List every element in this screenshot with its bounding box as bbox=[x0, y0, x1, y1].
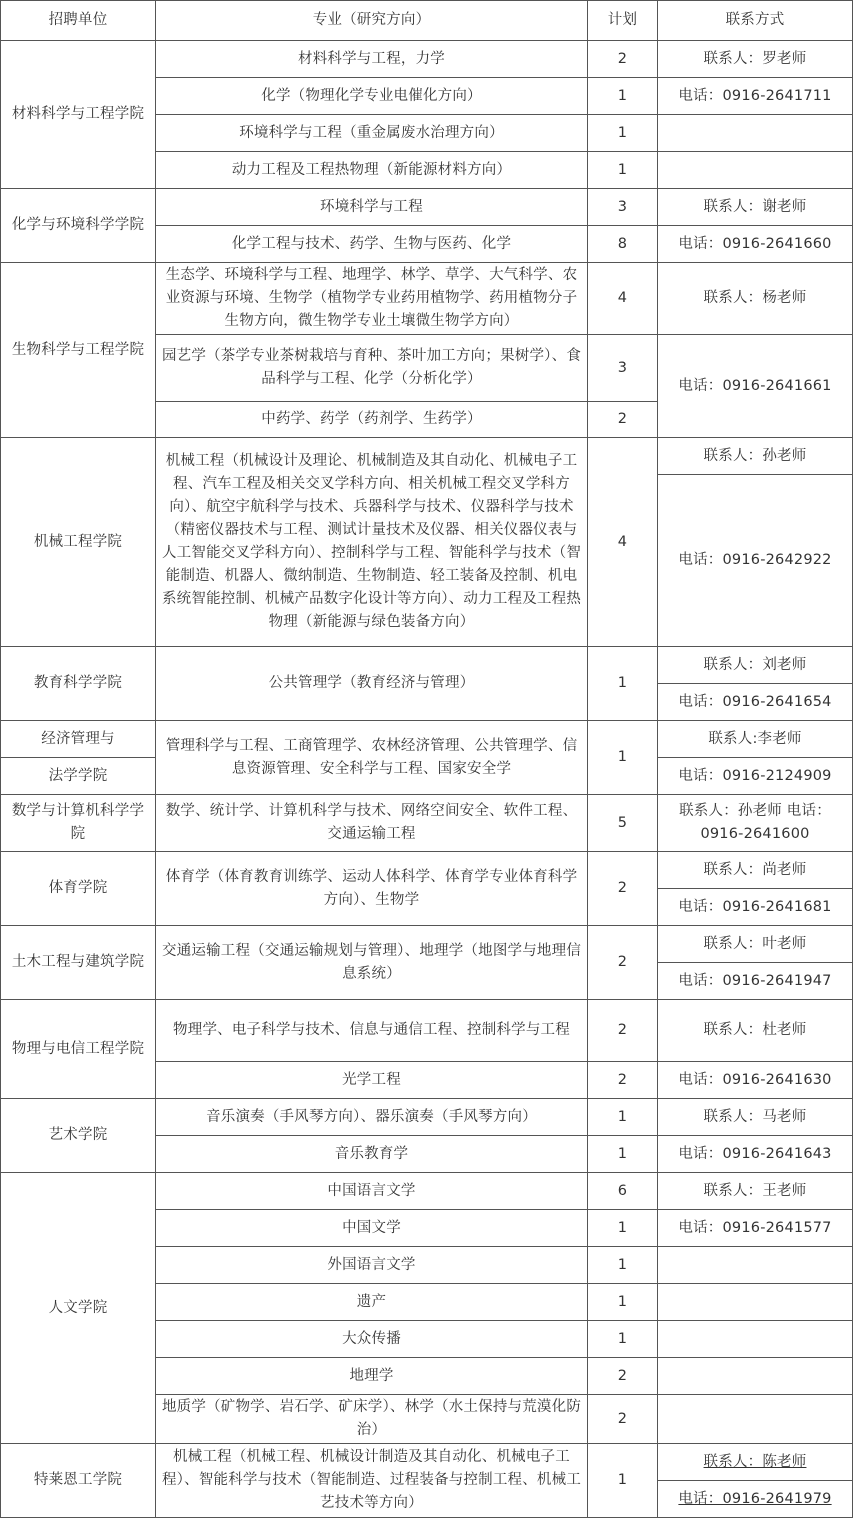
plan-cell: 2 bbox=[588, 1358, 658, 1395]
header-unit: 招聘单位 bbox=[1, 1, 156, 41]
major-cell: 音乐教育学 bbox=[156, 1136, 588, 1173]
plan-cell: 3 bbox=[588, 335, 658, 402]
contact-cell: 联系人：谢老师 bbox=[658, 189, 853, 226]
table-row bbox=[1, 852, 853, 889]
contact-cell: 联系人：尚老师 bbox=[658, 852, 853, 889]
table-row bbox=[1, 41, 853, 78]
unit-cell: 法学学院 bbox=[1, 758, 156, 795]
contact-cell: 联系人：陈老师 bbox=[658, 1444, 853, 1481]
table-row bbox=[1, 1000, 853, 1062]
major-cell: 材料科学与工程，力学 bbox=[156, 41, 588, 78]
unit-cell: 材料科学与工程学院 bbox=[1, 41, 156, 189]
major-cell: 中药学、药学（药剂学、生药学） bbox=[156, 402, 588, 438]
unit-cell: 化学与环境科学学院 bbox=[1, 189, 156, 263]
contact-cell: 电话：0916-2641681 bbox=[658, 889, 853, 926]
plan-cell: 1 bbox=[588, 1321, 658, 1358]
plan-cell: 2 bbox=[588, 926, 658, 1000]
table-row bbox=[1, 189, 853, 226]
contact-cell: 联系人：杨老师 bbox=[658, 263, 853, 335]
unit-cell: 物理与电信工程学院 bbox=[1, 1000, 156, 1099]
unit-cell: 土木工程与建筑学院 bbox=[1, 926, 156, 1000]
plan-cell: 2 bbox=[588, 1062, 658, 1099]
header-contact: 联系方式 bbox=[658, 1, 853, 41]
plan-cell: 1 bbox=[588, 78, 658, 115]
unit-cell: 艺术学院 bbox=[1, 1099, 156, 1173]
contact-cell: 电话：0916-2641979 bbox=[658, 1481, 853, 1518]
plan-cell: 1 bbox=[588, 1247, 658, 1284]
table-row bbox=[1, 263, 853, 335]
contact-cell bbox=[658, 1247, 853, 1284]
major-cell: 大众传播 bbox=[156, 1321, 588, 1358]
major-cell: 中国文学 bbox=[156, 1210, 588, 1247]
contact-cell: 联系人：王老师 bbox=[658, 1173, 853, 1210]
table-row bbox=[1, 1099, 853, 1136]
table-row bbox=[1, 438, 853, 475]
header-row bbox=[1, 1, 853, 41]
major-cell: 机械工程（机械设计及理论、机械制造及其自动化、机械电子工程、汽车工程及相关交叉学科方向、相关机械工程交叉学科方向）、航空宇航科学与技术、兵器科学与技术、仪器科学与技术（精密仪器技术与工程、测试计量技术及仪器、相关仪器仪表与人工智能交叉学科方向）、控制科学与工程、智能科学与技术（智能制造、机器人、微纳制造、生物制造、轻工装备及控制、机电系统智能控制、机械产品数字化设计等方向）、动力工程及工程热物理（新能源与绿色装备方向） bbox=[156, 438, 588, 647]
contact-cell: 电话：0916-2641643 bbox=[658, 1136, 853, 1173]
contact-cell bbox=[658, 1321, 853, 1358]
contact-cell bbox=[658, 115, 853, 152]
major-cell: 管理科学与工程、工商管理学、农林经济管理、公共管理学、信息资源管理、安全科学与工程、国家安全学 bbox=[156, 721, 588, 795]
major-cell: 地理学 bbox=[156, 1358, 588, 1395]
table-row bbox=[1, 1173, 853, 1210]
plan-cell: 2 bbox=[588, 852, 658, 926]
contact-cell: 联系人：杜老师 bbox=[658, 1000, 853, 1062]
plan-cell: 1 bbox=[588, 1284, 658, 1321]
major-cell: 外国语言文学 bbox=[156, 1247, 588, 1284]
contact-cell: 电话：0916-2641660 bbox=[658, 226, 853, 263]
plan-cell: 1 bbox=[588, 647, 658, 721]
unit-cell: 生物科学与工程学院 bbox=[1, 263, 156, 438]
table-row bbox=[1, 926, 853, 963]
contact-cell bbox=[658, 1358, 853, 1395]
unit-cell: 教育科学学院 bbox=[1, 647, 156, 721]
plan-cell: 2 bbox=[588, 402, 658, 438]
plan-cell: 1 bbox=[588, 115, 658, 152]
plan-cell: 5 bbox=[588, 795, 658, 852]
major-cell: 数学、统计学、计算机科学与技术、网络空间安全、软件工程、交通运输工程 bbox=[156, 795, 588, 852]
contact-cell: 电话：0916-2641711 bbox=[658, 78, 853, 115]
plan-cell: 1 bbox=[588, 1444, 658, 1518]
major-cell: 生态学、环境科学与工程、地理学、林学、草学、大气科学、农业资源与环境、生物学（植物学专业药用植物学、药用植物分子生物方向，微生物学专业土壤微生物学方向） bbox=[156, 263, 588, 335]
plan-cell: 2 bbox=[588, 1395, 658, 1444]
contact-cell: 电话：0916-2641630 bbox=[658, 1062, 853, 1099]
major-cell: 地质学（矿物学、岩石学、矿床学）、林学（水土保持与荒漠化防治） bbox=[156, 1395, 588, 1444]
unit-cell: 经济管理与 bbox=[1, 721, 156, 758]
contact-cell: 联系人：孙老师 bbox=[658, 438, 853, 475]
plan-cell: 2 bbox=[588, 1000, 658, 1062]
header-major: 专业（研究方向） bbox=[156, 1, 588, 41]
major-cell: 物理学、电子科学与技术、信息与通信工程、控制科学与工程 bbox=[156, 1000, 588, 1062]
contact-cell bbox=[658, 1395, 853, 1444]
plan-cell: 4 bbox=[588, 438, 658, 647]
contact-cell: 电话：0916-2641947 bbox=[658, 963, 853, 1000]
contact-cell: 电话：0916-2124909 bbox=[658, 758, 853, 795]
plan-cell: 8 bbox=[588, 226, 658, 263]
unit-cell: 数学与计算机科学学院 bbox=[1, 795, 156, 852]
major-cell: 体育学（体育教育训练学、运动人体科学、体育学专业体育科学方向）、生物学 bbox=[156, 852, 588, 926]
plan-cell: 3 bbox=[588, 189, 658, 226]
contact-cell: 电话：0916-2642922 bbox=[658, 475, 853, 647]
major-cell: 音乐演奏（手风琴方向）、器乐演奏（手风琴方向） bbox=[156, 1099, 588, 1136]
major-cell: 光学工程 bbox=[156, 1062, 588, 1099]
major-cell: 中国语言文学 bbox=[156, 1173, 588, 1210]
unit-cell: 特莱恩工学院 bbox=[1, 1444, 156, 1518]
contact-cell bbox=[658, 152, 853, 189]
major-cell: 机械工程（机械工程、机械设计制造及其自动化、机械电子工程）、智能科学与技术（智能制造、过程装备与控制工程、机械工艺技术等方向） bbox=[156, 1444, 588, 1518]
contact-cell: 联系人：刘老师 bbox=[658, 647, 853, 684]
plan-cell: 1 bbox=[588, 152, 658, 189]
major-cell: 交通运输工程（交通运输规划与管理）、地理学（地图学与地理信息系统） bbox=[156, 926, 588, 1000]
contact-cell: 联系人：马老师 bbox=[658, 1099, 853, 1136]
major-cell: 化学工程与技术、药学、生物与医药、化学 bbox=[156, 226, 588, 263]
major-cell: 化学（物理化学专业电催化方向） bbox=[156, 78, 588, 115]
plan-cell: 6 bbox=[588, 1173, 658, 1210]
contact-cell: 联系人：罗老师 bbox=[658, 41, 853, 78]
unit-cell: 体育学院 bbox=[1, 852, 156, 926]
major-cell: 园艺学（茶学专业茶树栽培与育种、茶叶加工方向；果树学）、食品科学与工程、化学（分析化学） bbox=[156, 335, 588, 402]
plan-cell: 1 bbox=[588, 1099, 658, 1136]
table-row bbox=[1, 721, 853, 758]
major-cell: 环境科学与工程 bbox=[156, 189, 588, 226]
unit-cell: 人文学院 bbox=[1, 1173, 156, 1444]
table-row bbox=[1, 795, 853, 852]
contact-cell: 联系人：叶老师 bbox=[658, 926, 853, 963]
major-cell: 公共管理学（教育经济与管理） bbox=[156, 647, 588, 721]
plan-cell: 1 bbox=[588, 721, 658, 795]
unit-cell: 机械工程学院 bbox=[1, 438, 156, 647]
contact-cell: 联系人:李老师 bbox=[658, 721, 853, 758]
plan-cell: 1 bbox=[588, 1210, 658, 1247]
header-plan: 计划 bbox=[588, 1, 658, 41]
major-cell: 动力工程及工程热物理（新能源材料方向） bbox=[156, 152, 588, 189]
table-row bbox=[1, 1444, 853, 1481]
contact-cell: 联系人：孙老师 电话：0916-2641600 bbox=[658, 795, 853, 852]
contact-cell bbox=[658, 1284, 853, 1321]
plan-cell: 4 bbox=[588, 263, 658, 335]
plan-cell: 2 bbox=[588, 41, 658, 78]
plan-cell: 1 bbox=[588, 1136, 658, 1173]
contact-cell: 电话：0916-2641654 bbox=[658, 684, 853, 721]
major-cell: 遗产 bbox=[156, 1284, 588, 1321]
major-cell: 环境科学与工程（重金属废水治理方向） bbox=[156, 115, 588, 152]
contact-cell: 电话：0916-2641661 bbox=[658, 335, 853, 438]
table-row bbox=[1, 647, 853, 684]
contact-cell: 电话：0916-2641577 bbox=[658, 1210, 853, 1247]
